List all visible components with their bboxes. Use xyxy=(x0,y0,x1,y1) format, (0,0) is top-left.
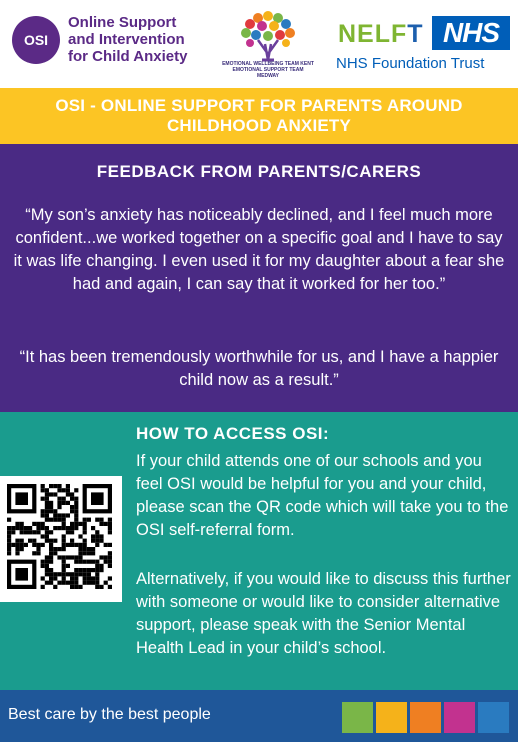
qr-module xyxy=(78,585,82,589)
feedback-heading: FEEDBACK FROM PARENTS/CARERS xyxy=(96,162,422,181)
nelft-logo-main: NELF xyxy=(338,20,408,48)
qr-module xyxy=(99,585,103,589)
qr-module xyxy=(49,518,53,522)
color-swatch xyxy=(376,702,407,733)
osi-logo-badge xyxy=(12,16,60,64)
qr-module xyxy=(108,543,112,547)
qr-module xyxy=(95,530,99,534)
qr-module xyxy=(78,572,82,576)
qr-module xyxy=(45,518,49,522)
footer-tagline: Best care by the best people xyxy=(8,706,211,723)
qr-module xyxy=(74,568,78,572)
qr-module xyxy=(49,505,53,509)
qr-module xyxy=(108,585,112,589)
qr-module xyxy=(78,568,82,572)
color-swatch xyxy=(444,702,475,733)
parent-quote: “It has been tremendously worthwhile for us, and I have a happier child now as a result.” xyxy=(19,348,499,389)
qr-module xyxy=(36,543,40,547)
qr-module xyxy=(83,547,87,551)
qr-module xyxy=(83,576,87,580)
qr-module xyxy=(62,534,66,538)
header xyxy=(0,0,518,88)
qr-module xyxy=(74,497,78,501)
qr-module xyxy=(87,572,91,576)
qr-module xyxy=(74,576,78,580)
qr-module xyxy=(70,572,74,576)
qr-module xyxy=(53,526,57,530)
qr-module xyxy=(62,564,66,568)
qr-module xyxy=(95,518,99,522)
qr-module xyxy=(95,539,99,543)
page-title xyxy=(55,96,462,136)
osi-logo-wordmark xyxy=(68,14,218,65)
qr-module xyxy=(83,539,87,543)
access-instructions: If your child attends one of our schools and you feel OSI would be helpful for you and your child, please scan the QR code which will take you to the OSI self-referral form. xyxy=(136,452,509,539)
qr-module xyxy=(70,492,74,496)
qr-module xyxy=(20,526,24,530)
qr-module xyxy=(78,534,82,538)
qr-module xyxy=(53,551,57,555)
qr-module xyxy=(57,513,61,517)
qr-module xyxy=(104,581,108,585)
qr-module xyxy=(104,560,108,564)
qr-module xyxy=(41,543,45,547)
nhs-trust-name: NHS Foundation Trust xyxy=(336,55,485,72)
qr-module xyxy=(66,581,70,585)
qr-module xyxy=(53,484,57,488)
qr-finder-pattern xyxy=(91,492,104,505)
qr-module xyxy=(70,505,74,509)
qr-module xyxy=(78,551,82,555)
qr-module xyxy=(87,560,91,564)
qr-module xyxy=(74,488,78,492)
qr-module xyxy=(15,547,19,551)
qr-module xyxy=(49,492,53,496)
qr-module xyxy=(83,530,87,534)
qr-module xyxy=(41,564,45,568)
qr-module xyxy=(95,581,99,585)
color-swatch xyxy=(342,702,373,733)
qr-module xyxy=(87,518,91,522)
qr-module xyxy=(7,543,11,547)
qr-module xyxy=(91,576,95,580)
osi-wordmark-line: Online Support xyxy=(68,14,177,31)
qr-module xyxy=(20,539,24,543)
qr-module xyxy=(108,518,112,522)
qr-module xyxy=(108,576,112,580)
qr-module xyxy=(45,488,49,492)
qr-module xyxy=(36,526,40,530)
qr-module xyxy=(45,534,49,538)
qr-module xyxy=(91,560,95,564)
qr-module xyxy=(45,509,49,513)
qr-module xyxy=(62,568,66,572)
qr-module xyxy=(41,509,45,513)
qr-module xyxy=(20,522,24,526)
qr-module xyxy=(53,513,57,517)
qr-module xyxy=(74,522,78,526)
qr-module xyxy=(62,518,66,522)
qr-module xyxy=(91,526,95,530)
osi-logo-text: OSI xyxy=(23,32,49,48)
qr-module xyxy=(41,585,45,589)
qr-module xyxy=(83,572,87,576)
qr-module xyxy=(108,551,112,555)
qr-module xyxy=(45,555,49,559)
qr-module xyxy=(57,501,61,505)
qr-module xyxy=(53,585,57,589)
qr-module xyxy=(7,551,11,555)
qr-module xyxy=(57,581,61,585)
qr-module xyxy=(95,585,99,589)
qr-module xyxy=(74,581,78,585)
qr-module xyxy=(66,513,70,517)
alternative-support-text: Alternatively, if you would like to discuss this further with someone or would like to consider alternative support, please speak with the Senior Mental Health Lead in your child’s school. xyxy=(136,570,511,657)
qr-module xyxy=(36,522,40,526)
qr-module xyxy=(104,522,108,526)
qr-module xyxy=(45,501,49,505)
qr-module xyxy=(104,543,108,547)
qr-module xyxy=(78,522,82,526)
qr-module xyxy=(74,560,78,564)
qr-module xyxy=(95,564,99,568)
qr-module xyxy=(99,522,103,526)
qr-module xyxy=(62,572,66,576)
qr-module xyxy=(36,530,40,534)
qr-module xyxy=(24,530,28,534)
qr-module xyxy=(87,551,91,555)
qr-module xyxy=(49,572,53,576)
qr-module xyxy=(36,547,40,551)
qr-module xyxy=(49,509,53,513)
qr-module xyxy=(45,492,49,496)
qr-module xyxy=(70,497,74,501)
qr-module xyxy=(62,501,66,505)
qr-module xyxy=(66,501,70,505)
qr-module xyxy=(7,530,11,534)
qr-module xyxy=(108,522,112,526)
qr-module xyxy=(74,543,78,547)
qr-module xyxy=(49,547,53,551)
qr-module xyxy=(11,543,15,547)
qr-module xyxy=(62,555,66,559)
qr-module xyxy=(53,492,57,496)
qr-module xyxy=(83,560,87,564)
qr-module xyxy=(28,530,32,534)
qr-module xyxy=(57,555,61,559)
qr-module xyxy=(99,564,103,568)
qr-module xyxy=(32,522,36,526)
qr-module xyxy=(91,551,95,555)
caption-line: EMOTIONAL WELLBEING TEAM KENT xyxy=(222,61,314,67)
qr-module xyxy=(57,484,61,488)
qr-module xyxy=(70,509,74,513)
qr-module xyxy=(49,568,53,572)
qr-module xyxy=(49,551,53,555)
qr-module xyxy=(74,513,78,517)
qr-module xyxy=(99,555,103,559)
qr-module xyxy=(15,543,19,547)
qr-code[interactable] xyxy=(0,476,122,602)
qr-module xyxy=(57,526,61,530)
qr-module xyxy=(15,526,19,530)
qr-module xyxy=(74,509,78,513)
qr-module xyxy=(91,547,95,551)
color-swatch xyxy=(478,702,509,733)
qr-module xyxy=(7,526,11,530)
qr-module xyxy=(95,560,99,564)
qr-module xyxy=(7,534,11,538)
qr-module xyxy=(53,572,57,576)
qr-module xyxy=(53,547,57,551)
qr-module xyxy=(70,576,74,580)
qr-module xyxy=(83,543,87,547)
qr-module xyxy=(70,522,74,526)
qr-module xyxy=(87,568,91,572)
qr-module xyxy=(66,526,70,530)
qr-module xyxy=(41,484,45,488)
qr-module xyxy=(83,526,87,530)
qr-module xyxy=(91,581,95,585)
qr-module xyxy=(87,576,91,580)
qr-module xyxy=(78,560,82,564)
qr-module xyxy=(41,513,45,517)
qr-module xyxy=(41,488,45,492)
qr-module xyxy=(108,564,112,568)
osi-wordmark-line: for Child Anxiety xyxy=(68,48,188,65)
qr-module xyxy=(53,576,57,580)
qr-module xyxy=(83,568,87,572)
qr-module xyxy=(95,543,99,547)
qr-module xyxy=(62,526,66,530)
qr-module xyxy=(28,526,32,530)
qr-module xyxy=(78,543,82,547)
parent-quote: “My son’s anxiety has noticeably declined, and I feel much more confident...we worked together on a specific goal and I have to say it was life changing. I even used it for my daughter about a fear she had and again, I can say that it worked for her too.” xyxy=(13,206,505,293)
qr-module xyxy=(91,568,95,572)
qr-module xyxy=(20,547,24,551)
qr-module xyxy=(62,539,66,543)
qr-module xyxy=(53,518,57,522)
qr-module xyxy=(41,497,45,501)
qr-code-icon xyxy=(7,484,115,594)
page-title-line: CHILDHOOD ANXIETY xyxy=(166,116,352,135)
qr-module xyxy=(45,539,49,543)
qr-module xyxy=(66,543,70,547)
qr-module xyxy=(62,522,66,526)
qr-module xyxy=(49,576,53,580)
page-title-line: OSI - ONLINE SUPPORT FOR PARENTS AROUND xyxy=(55,96,463,115)
qr-module xyxy=(49,560,53,564)
qr-module xyxy=(108,555,112,559)
access-section xyxy=(0,412,518,690)
qr-module xyxy=(66,564,70,568)
qr-module xyxy=(20,530,24,534)
qr-module xyxy=(41,576,45,580)
qr-module xyxy=(57,505,61,509)
qr-module xyxy=(49,501,53,505)
qr-module xyxy=(49,543,53,547)
qr-module xyxy=(41,534,45,538)
qr-module xyxy=(53,539,57,543)
wellbeing-team-caption xyxy=(212,61,324,79)
qr-module xyxy=(32,530,36,534)
qr-module xyxy=(66,484,70,488)
qr-module xyxy=(15,551,19,555)
qr-module xyxy=(41,560,45,564)
qr-module xyxy=(32,551,36,555)
nelft-logo-end: T xyxy=(407,20,424,48)
qr-module xyxy=(32,543,36,547)
qr-module xyxy=(11,530,15,534)
qr-module xyxy=(62,513,66,517)
qr-module xyxy=(99,518,103,522)
qr-module xyxy=(99,568,103,572)
qr-module xyxy=(24,543,28,547)
qr-module xyxy=(28,539,32,543)
qr-module xyxy=(66,530,70,534)
qr-module xyxy=(66,555,70,559)
qr-module xyxy=(45,560,49,564)
qr-finder-pattern xyxy=(15,568,28,581)
caption-line: MEDWAY xyxy=(256,73,280,79)
osi-wordmark-line: and Intervention xyxy=(68,31,185,48)
qr-module xyxy=(7,539,11,543)
qr-module xyxy=(45,513,49,517)
qr-module xyxy=(108,530,112,534)
qr-module xyxy=(20,543,24,547)
nelft-logo xyxy=(338,20,424,49)
qr-module xyxy=(83,551,87,555)
qr-module xyxy=(7,547,11,551)
qr-module xyxy=(24,526,28,530)
qr-module xyxy=(99,539,103,543)
qr-module xyxy=(66,488,70,492)
qr-module xyxy=(45,505,49,509)
qr-module xyxy=(87,547,91,551)
qr-module xyxy=(62,576,66,580)
qr-module xyxy=(41,522,45,526)
nhs-logo xyxy=(432,16,510,50)
qr-module xyxy=(57,572,61,576)
caption-line: EMOTIONAL SUPPORT TEAM xyxy=(232,67,304,73)
qr-module xyxy=(49,555,53,559)
qr-module xyxy=(57,518,61,522)
qr-module xyxy=(74,585,78,589)
qr-module xyxy=(74,555,78,559)
qr-module xyxy=(87,581,91,585)
qr-module xyxy=(45,530,49,534)
qr-module xyxy=(70,526,74,530)
qr-module xyxy=(70,543,74,547)
qr-module xyxy=(62,560,66,564)
qr-module xyxy=(78,555,82,559)
qr-module xyxy=(57,547,61,551)
qr-module xyxy=(108,560,112,564)
qr-module xyxy=(83,518,87,522)
qr-module xyxy=(45,581,49,585)
qr-module xyxy=(45,568,49,572)
qr-module xyxy=(99,534,103,538)
qr-module xyxy=(49,581,53,585)
qr-module xyxy=(62,543,66,547)
qr-module xyxy=(45,564,49,568)
qr-module xyxy=(57,488,61,492)
qr-module xyxy=(45,526,49,530)
qr-module xyxy=(91,534,95,538)
title-banner xyxy=(0,88,518,144)
qr-module xyxy=(70,530,74,534)
qr-module xyxy=(95,572,99,576)
qr-module xyxy=(83,581,87,585)
qr-module xyxy=(95,576,99,580)
qr-module xyxy=(66,492,70,496)
feedback-section xyxy=(0,144,518,412)
qr-module xyxy=(70,581,74,585)
qr-module xyxy=(91,539,95,543)
qr-module xyxy=(95,534,99,538)
qr-module xyxy=(83,522,87,526)
qr-module xyxy=(53,509,57,513)
qr-module xyxy=(70,585,74,589)
qr-module xyxy=(45,572,49,576)
qr-module xyxy=(74,501,78,505)
qr-module xyxy=(108,526,112,530)
qr-module xyxy=(57,497,61,501)
qr-module xyxy=(62,488,66,492)
qr-module xyxy=(62,497,66,501)
qr-module xyxy=(49,484,53,488)
qr-module xyxy=(49,539,53,543)
qr-module xyxy=(36,551,40,555)
qr-module xyxy=(74,572,78,576)
footer xyxy=(0,690,518,742)
qr-module xyxy=(41,526,45,530)
qr-module xyxy=(45,497,49,501)
qr-module xyxy=(74,526,78,530)
qr-module xyxy=(49,530,53,534)
color-swatch xyxy=(410,702,441,733)
qr-module xyxy=(70,539,74,543)
qr-module xyxy=(7,518,11,522)
access-heading: HOW TO ACCESS OSI: xyxy=(136,424,330,443)
qr-module xyxy=(70,555,74,559)
qr-module xyxy=(74,505,78,509)
qr-module xyxy=(66,572,70,576)
qr-module xyxy=(74,518,78,522)
qr-module xyxy=(62,547,66,551)
qr-module xyxy=(32,539,36,543)
qr-module xyxy=(104,555,108,559)
nhs-logo-text: NHS xyxy=(442,17,500,48)
qr-module xyxy=(15,539,19,543)
qr-module xyxy=(62,581,66,585)
qr-module xyxy=(78,547,82,551)
qr-finder-pattern xyxy=(15,492,28,505)
qr-module xyxy=(11,526,15,530)
qr-module xyxy=(95,568,99,572)
qr-module xyxy=(15,522,19,526)
